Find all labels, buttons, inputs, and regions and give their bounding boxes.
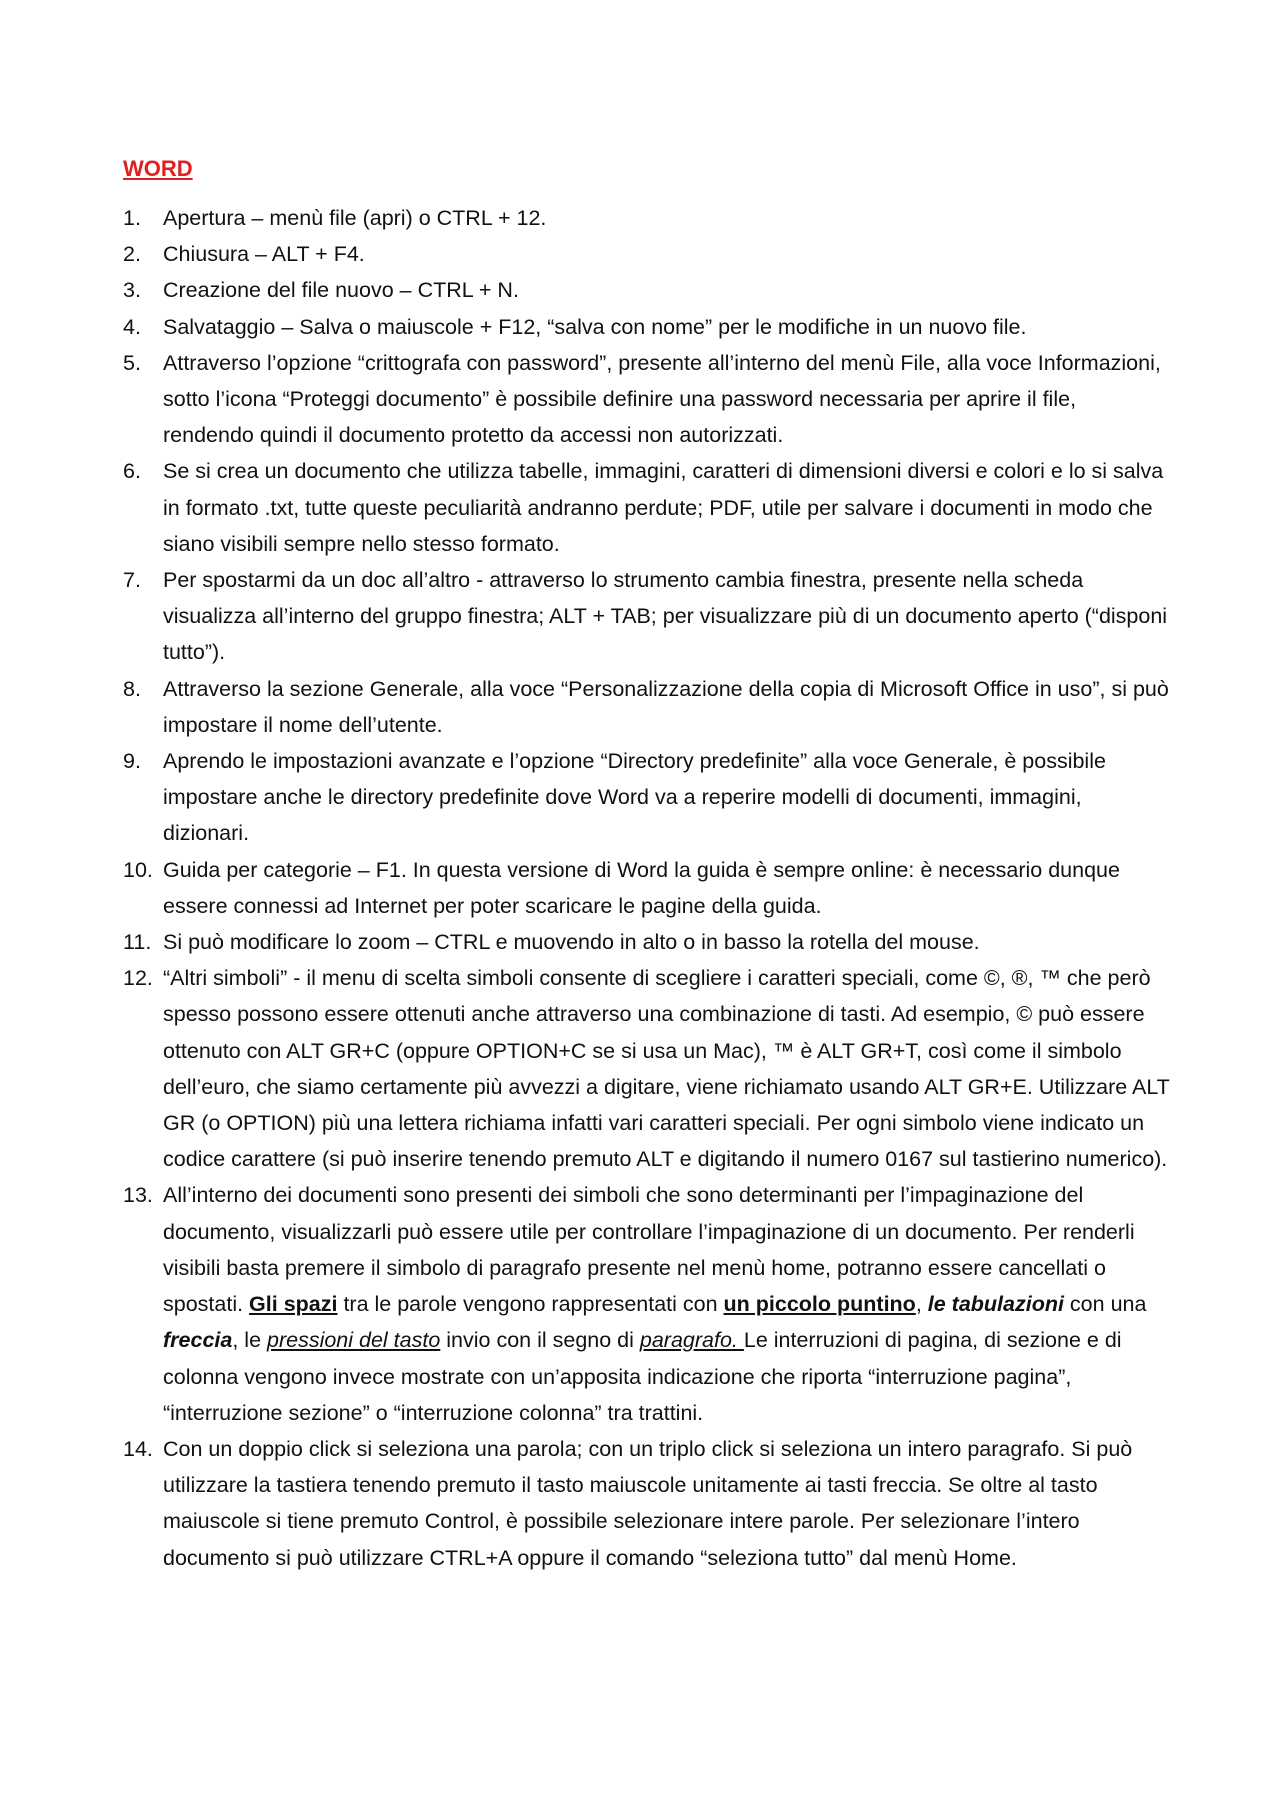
list-item-number: 6. (123, 459, 141, 484)
emphasis-pressioni-del-tasto: pressioni del tasto (267, 1328, 441, 1353)
list-item (123, 852, 1170, 924)
list-item (123, 924, 1170, 960)
list-item-text: Chiusura – ALT + F4. (163, 242, 365, 267)
list-item-number: 7. (123, 568, 141, 593)
list-item-text: invio con il segno di (440, 1328, 640, 1353)
list-item (123, 272, 1170, 308)
list-item-number: 8. (123, 676, 141, 701)
list-item (123, 1431, 1170, 1576)
list-item (123, 562, 1170, 671)
list-item-text: Guida per categorie – F1. In questa versione di Word la guida è sempre online: è necessario dunque essere connessi ad Internet per poter scaricare le pagine della guida. (163, 857, 1120, 918)
list-item-text: Le interruzioni di pagina, di sezione e di colonna vengono invece mostrate con un’apposita indicazione che riporta “interruzione pagina”, “interruzione sezione” o “interruzione colonna” tra trattini. (163, 1328, 1122, 1425)
list-item-text: Si può modificare lo zoom – CTRL e muovendo in alto o in basso la rotella del mouse. (163, 930, 980, 955)
list-item-text: Se si crea un documento che utilizza tabelle, immagini, caratteri di dimensioni diversi e colori e lo si salva in formato .txt, tutte queste peculiarità andranno perdute; PDF, utile per salvare i documenti in modo che siano visibili sempre nello stesso formato. (163, 459, 1164, 556)
list-item-number: 2. (123, 242, 141, 267)
list-item-text: Apertura – menù file (apri) o CTRL + 12. (163, 206, 547, 230)
emphasis-piccolo-puntino: un piccolo puntino (723, 1292, 916, 1317)
list-item-text: , le (232, 1328, 267, 1353)
list-item-text: Per spostarmi da un doc all’altro - attraverso lo strumento cambia finestra, presente nella scheda visualizza all’interno del gruppo finestra; ALT + TAB; per visualizzare più di un documento aperto (“disponi tutto”). (163, 568, 1168, 665)
document-title: WORD (123, 156, 193, 181)
emphasis-paragrafo: paragrafo. (639, 1328, 744, 1353)
list-item (123, 345, 1170, 454)
list-item-number: 13. (123, 1183, 153, 1208)
list-item-text: All’interno dei documenti sono presenti dei simboli che sono determinanti per l’impaginazione del documento, visualizzarli può essere utile per controllare l’impaginazione di un documento. Per renderli visibili basta premere il simbolo di paragrafo presente nel menù home, potranno essere cancellati o spostati. (163, 1183, 1135, 1317)
list-item (123, 236, 1170, 272)
list-item-text: tra le parole vengono rappresentati con (337, 1292, 724, 1317)
list-item-text: Aprendo le impostazioni avanzate e l’opzione “Directory predefinite” alla voce Generale, è possibile impostare anche le directory predefinite dove Word va a reperire modelli di documenti, immagini, dizionari. (163, 749, 1106, 846)
list-item-number: 4. (123, 314, 141, 339)
list-item-text: Creazione del file nuovo – CTRL + N. (163, 278, 519, 303)
list-item (123, 309, 1170, 345)
list-item-number: 12. (123, 966, 153, 991)
list-item-text: Attraverso l’opzione “crittografa con password”, presente all’interno del menù File, alla voce Informazioni, sotto l’icona “Proteggi documento” è possibile definire una password necessaria per aprire il file, rendendo quindi il documento protetto da accessi non autorizzati. (163, 350, 1161, 448)
list-item-text: con una (1063, 1292, 1147, 1317)
list-item-text: , (915, 1292, 928, 1317)
list-item-formatting-symbols (123, 1177, 1170, 1430)
emphasis-tabulazioni: le tabulazioni (927, 1292, 1064, 1317)
list-item-number: 11. (123, 930, 152, 955)
list-item (123, 200, 1170, 236)
list-item-text: “Altri simboli” - il menu di scelta simboli consente di scegliere i caratteri speciali, come ©, ®, ™ che però spesso possono essere ottenuti anche attraverso una combinazione di tasti. Ad esempio, © può essere ottenuto con ALT GR+C (oppure OPTION+C se si usa un Mac), ™ è ALT GR+T, così come il simbolo dell’euro, che siamo certamente più avvezzi a digitare, viene richiamato usando ALT GR+E. Utilizzare ALT GR (o OPTION) più una lettera richiama infatti vari caratteri speciali. Per ogni simbolo viene indicato un codice carattere (si può inserire tenendo premuto ALT e digitando il numero 0167 sul tastierino numerico). (163, 966, 1170, 1172)
list-item-text: Salvataggio – Salva o maiuscole + F12, “salva con nome” per le modifiche in un nuovo file. (163, 314, 1027, 339)
emphasis-gli-spazi: Gli spazi (249, 1292, 338, 1317)
list-item (123, 453, 1170, 562)
list-item (123, 960, 1170, 1177)
emphasis-freccia: freccia (163, 1328, 233, 1353)
list-item-text: Attraverso la sezione Generale, alla voce “Personalizzazione della copia di Microsoft Office in uso”, si può impostare il nome dell’utente. (163, 676, 1169, 737)
list-item (123, 671, 1170, 743)
list-item-text: Con un doppio click si seleziona una parola; con un triplo click si seleziona un intero paragrafo. Si può utilizzare la tastiera tenendo premuto il tasto maiuscole unitamente ai tasti freccia. Se oltre al tasto maiuscole si tiene premuto Control, è possibile selezionare intere parole. Per selezionare l’intero documento si può utilizzare CTRL+A oppure il comando “seleziona tutto” dal menù Home. (163, 1436, 1133, 1570)
list-item (123, 743, 1170, 852)
list-item-number: 5. (123, 350, 141, 375)
list-item-number: 14. (123, 1436, 153, 1461)
list-item-number: 10. (123, 857, 153, 882)
list-item-number: 9. (123, 749, 141, 774)
list-item-number: 3. (123, 278, 141, 303)
numbered-list (123, 200, 1170, 1576)
list-item-number: 1. (123, 206, 141, 230)
